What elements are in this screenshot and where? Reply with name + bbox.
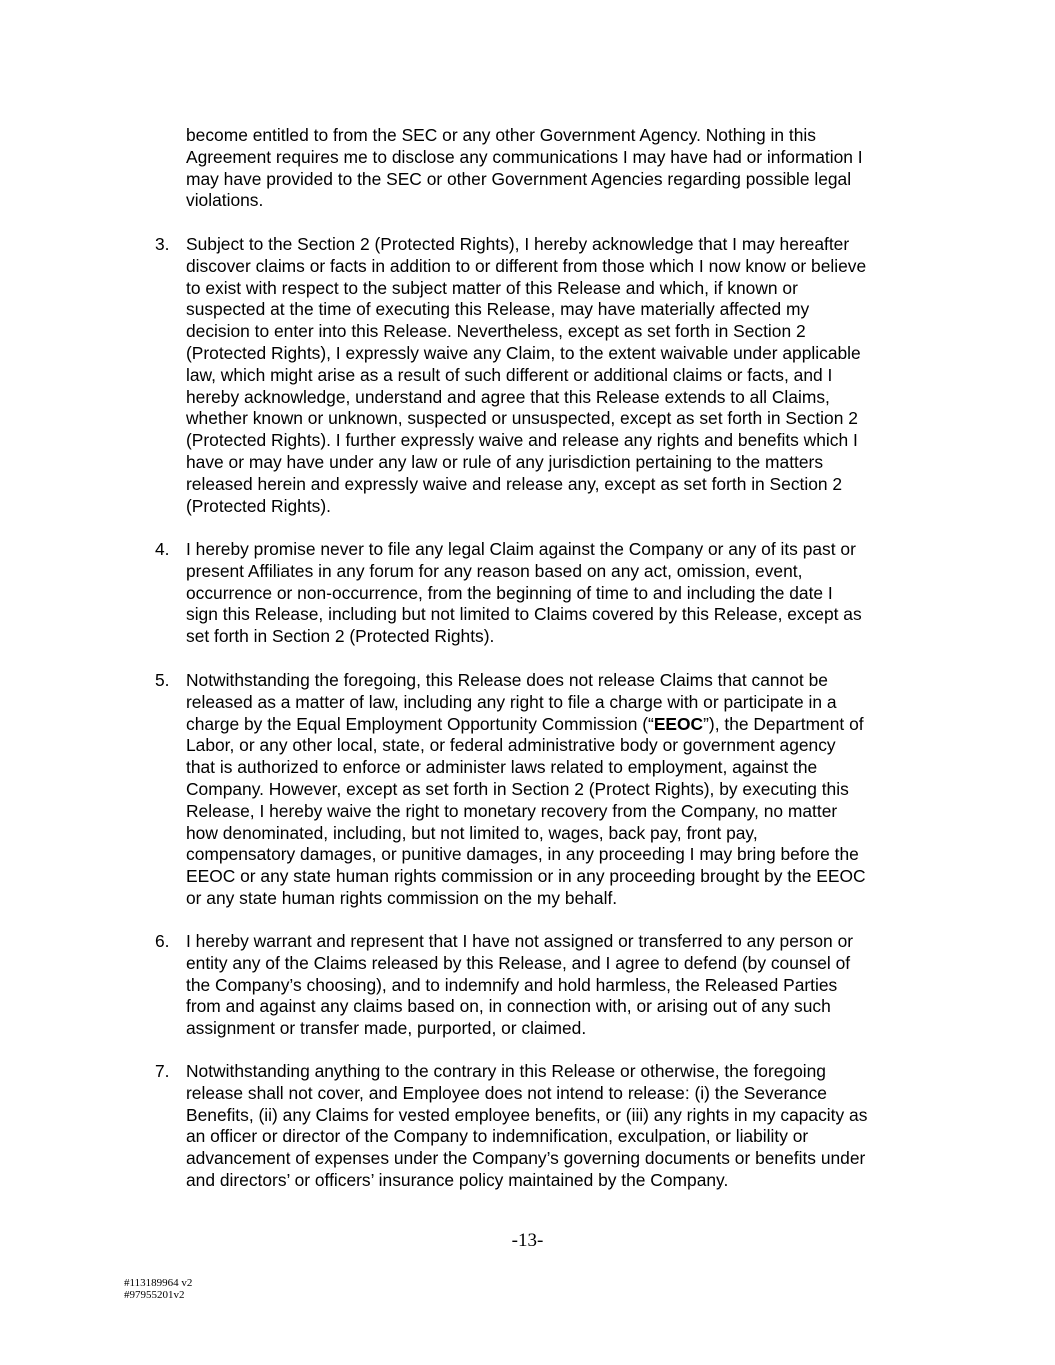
document-id: #113189964 v2 bbox=[124, 1277, 193, 1289]
text-line: discover claims or facts in addition to or different from those which I now know or believe bbox=[186, 255, 867, 276]
text-line: set forth in Section 2 (Protected Rights). bbox=[186, 626, 495, 647]
text-line: I hereby promise never to file any legal Claim against the Company or any of its past or bbox=[186, 539, 856, 559]
document-id-block bbox=[124, 1277, 192, 1301]
document-id: #97955201v2 bbox=[124, 1289, 185, 1301]
text-line: sign this Release, including but not limited to Claims covered by this Release, except as bbox=[186, 604, 862, 625]
text-line: how denominated, including, but not limited to, wages, back pay, front pay, bbox=[186, 822, 758, 843]
text-line: an officer or director of the Company to indemnification, exculpation, or liability or bbox=[186, 1126, 809, 1147]
text-line: (Protected Rights). I further expressly waive and release any rights and benefits which I bbox=[186, 430, 858, 451]
list-item-4 bbox=[155, 539, 945, 648]
text-line: compensatory damages, or punitive damages, in any proceeding I may bring before the bbox=[186, 844, 859, 865]
item-text bbox=[186, 931, 945, 1040]
text-line: Company. However, except as set forth in Section 2 (Protect Rights), by executing this bbox=[186, 778, 849, 799]
text-line: hereby acknowledge, understand and agree that this Release extends to all Claims, bbox=[186, 386, 830, 407]
text-line: law, which might arise as a result of such different or additional claims or facts, and I bbox=[186, 364, 833, 385]
list-item-5 bbox=[155, 670, 945, 910]
text-line: (Protected Rights), I expressly waive any Claim, to the extent waivable under applicable bbox=[186, 342, 861, 363]
text-line: occurrence or non-occurrence, from the beginning of time to and including the date I bbox=[186, 582, 833, 603]
text-line: Release, I hereby waive the right to monetary recovery from the Company, no matter bbox=[186, 800, 838, 821]
text-line: advancement of expenses under the Company’s governing documents or benefits under bbox=[186, 1148, 866, 1169]
text-line: (Protected Rights). bbox=[186, 495, 331, 516]
text-line: entity any of the Claims released by this Release, and I agree to defend (by counsel of bbox=[186, 952, 851, 973]
text-line: become entitled to from the SEC or any other Government Agency. Nothing in this bbox=[186, 125, 816, 145]
list-item-7 bbox=[155, 1061, 945, 1192]
text-line: Notwithstanding the foregoing, this Release does not release Claims that cannot be bbox=[186, 670, 828, 690]
text-line: release shall not cover, and Employee does not intend to release: (i) the Severance bbox=[186, 1082, 827, 1103]
item-text bbox=[186, 234, 945, 517]
item-number: 3. bbox=[155, 234, 170, 254]
text-line: the Company’s choosing), and to indemnify and hold harmless, the Released Parties bbox=[186, 974, 838, 995]
text-line: assignment or transfer made, purported, or claimed. bbox=[186, 1018, 587, 1039]
text-line: Agreement requires me to disclose any communications I may have had or information I bbox=[186, 146, 863, 167]
item-number: 6. bbox=[155, 931, 170, 951]
text-line: suspected at the time of executing this Release, may have materially affected my bbox=[186, 299, 810, 320]
text-segment: charge by the Equal Employment Opportunity Commission (“ bbox=[186, 713, 654, 734]
item-number: 4. bbox=[155, 539, 170, 559]
defined-term-eeoc: EEOC bbox=[653, 713, 704, 734]
text-line: Benefits, (ii) any Claims for vested employee benefits, or (iii) any rights in my capacity as bbox=[186, 1104, 868, 1125]
text-line: Notwithstanding anything to the contrary in this Release or otherwise, the foregoing bbox=[186, 1061, 826, 1081]
text-line: whether known or unknown, suspected or unsuspected, except as set forth in Section 2 bbox=[186, 408, 858, 429]
text-segment: ”), the Department of bbox=[703, 713, 864, 734]
text-line: or any state human rights commission on the my behalf. bbox=[186, 887, 618, 908]
text-line: Subject to the Section 2 (Protected Rights), I hereby acknowledge that I may hereafter bbox=[186, 234, 850, 254]
text-line: from and against any claims based on, in connection with, or arising out of any such bbox=[186, 996, 831, 1017]
text-line: released herein and expressly waive and release any, except as set forth in Section 2 bbox=[186, 473, 843, 494]
text-line: decision to enter into this Release. Nevertheless, except as set forth in Section 2 bbox=[186, 321, 806, 342]
continued-paragraph bbox=[186, 125, 946, 212]
text-line: to exist with respect to the subject matter of this Release and which, if known or bbox=[186, 277, 798, 298]
list-item-3 bbox=[155, 234, 945, 517]
text-line: have or may have under any law or rule of any jurisdiction pertaining to the matters bbox=[186, 451, 824, 472]
page-number: -13- bbox=[511, 1230, 544, 1251]
list-item-6 bbox=[155, 931, 945, 1040]
text-line: and directors’ or officers’ insurance policy maintained by the Company. bbox=[186, 1169, 729, 1190]
text-line bbox=[186, 714, 945, 736]
text-line: violations. bbox=[186, 190, 264, 211]
text-line: present Affiliates in any forum for any reason based on any act, omission, event, bbox=[186, 560, 803, 581]
text-line: that is authorized to enforce or administer laws related to employment, against the bbox=[186, 757, 818, 778]
item-number: 7. bbox=[155, 1061, 170, 1081]
item-text bbox=[186, 670, 945, 910]
item-number: 5. bbox=[155, 670, 170, 690]
text-line: EEOC or any state human rights commission or in any proceeding brought by the EEOC bbox=[186, 866, 866, 887]
text-line: may have provided to the SEC or other Government Agencies regarding possible legal bbox=[186, 168, 852, 189]
item-text bbox=[186, 1061, 945, 1192]
text-line: Labor, or any other local, state, or federal administrative body or government agency bbox=[186, 735, 836, 756]
item-text bbox=[186, 539, 945, 648]
text-line: I hereby warrant and represent that I have not assigned or transferred to any person or bbox=[186, 931, 854, 951]
text-line: released as a matter of law, including any right to file a charge with or participate in a bbox=[186, 691, 837, 712]
